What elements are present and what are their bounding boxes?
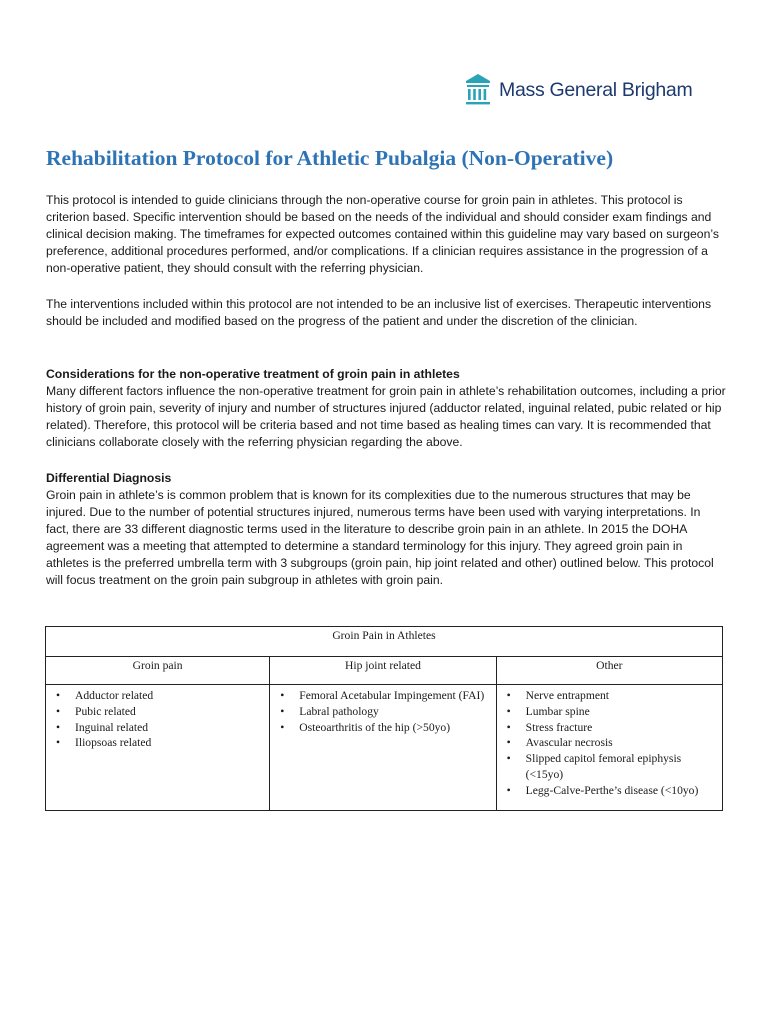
table-caption [46,627,723,657]
list-item: • Iliopsoas related [46,735,269,751]
table-caption-text: Groin Pain in Athletes [332,629,436,642]
list-item: • Adductor related [46,688,269,704]
column-cell-other [496,685,722,811]
considerations-section [46,366,726,451]
column-cell-hip-joint [270,685,496,811]
building-columns-icon [465,73,491,107]
column-header-groin-pain: Groin pain [46,657,270,685]
section-text: Groin pain in athlete’s is common problem that is known for its complexities due to the numerous structures that may be injured. Due to the number of potential structures injured, numerous terms have been used with varying interpretations. In fact, there are 33 different diagnostic terms used in the literature to describe groin pain in an athlete. In 2015 the DOHA agreement was a meeting that attempted to determine a standard terminology for this injury. They agreed groin pain in athletes is the preferred umbrella term with 3 subgroups (groin pain, hip joint related and other) outlined below. This protocol will focus treatment on the groin pain subgroup in athletes with groin pain. [46,488,714,587]
groin-pain-table [45,626,723,811]
interventions-paragraph: The interventions included within this protocol are not intended to be an inclusive list of exercises. Therapeutic interventions should be included and modified based on the progress of the patient and under the discretion of the clinician. [46,297,712,328]
list-item: • Stress fracture [497,720,722,736]
list-item: • Femoral Acetabular Impingement (FAI) [270,688,495,704]
list-item: • Lumbar spine [497,704,722,720]
page-title: Rehabilitation Protocol for Athletic Pubalgia (Non-Operative) [46,146,614,170]
section-heading: Differential Diagnosis [46,471,172,485]
list-item: • Avascular necrosis [497,735,722,751]
section-text: Many different factors influence the non-operative treatment for groin pain in athlete’s rehabilitation outcomes, including a prior history of groin pain, severity of injury and number of structures injured (adductor related, inguinal related, pubic related or hip related). Therefore, this protocol will be criteria based and not time based as healing times can vary. It is recommended that clinicians collaborate closely with the referring physician regarding the above. [46,384,726,449]
column-header-hip-joint: Hip joint related [270,657,496,685]
list-item: • Slipped capitol femoral epiphysis (<15yo) [497,751,722,783]
list-item: • Osteoarthritis of the hip (>50yo) [270,720,495,736]
list-item: • Pubic related [46,704,269,720]
logo-text: Mass General Brigham [499,78,693,101]
column-cell-groin-pain [46,685,270,811]
list-item: • Inguinal related [46,720,269,736]
list-item: • Nerve entrapment [497,688,722,704]
intro-paragraph: This protocol is intended to guide clinicians through the non-operative course for groin pain in athletes. This protocol is criterion based. Specific intervention should be based on the needs of the individual and should consider exam findings and clinical decision making. The timeframes for expected outcomes contained within this guideline may vary based on surgeon’s preference, additional procedures performed, and/or complications. If a clinician requires assistance in the progression of a non-operative patient, they should consult with the referring physician. [46,193,719,275]
brand-logo [465,72,692,108]
section-heading: Considerations for the non-operative treatment of groin pain in athletes [46,367,460,381]
list-item: • Labral pathology [270,704,495,720]
differential-diagnosis-section [46,470,726,589]
list-item: • Legg-Calve-Perthe’s disease (<10yo) [497,783,722,799]
column-header-other: Other [496,657,722,685]
